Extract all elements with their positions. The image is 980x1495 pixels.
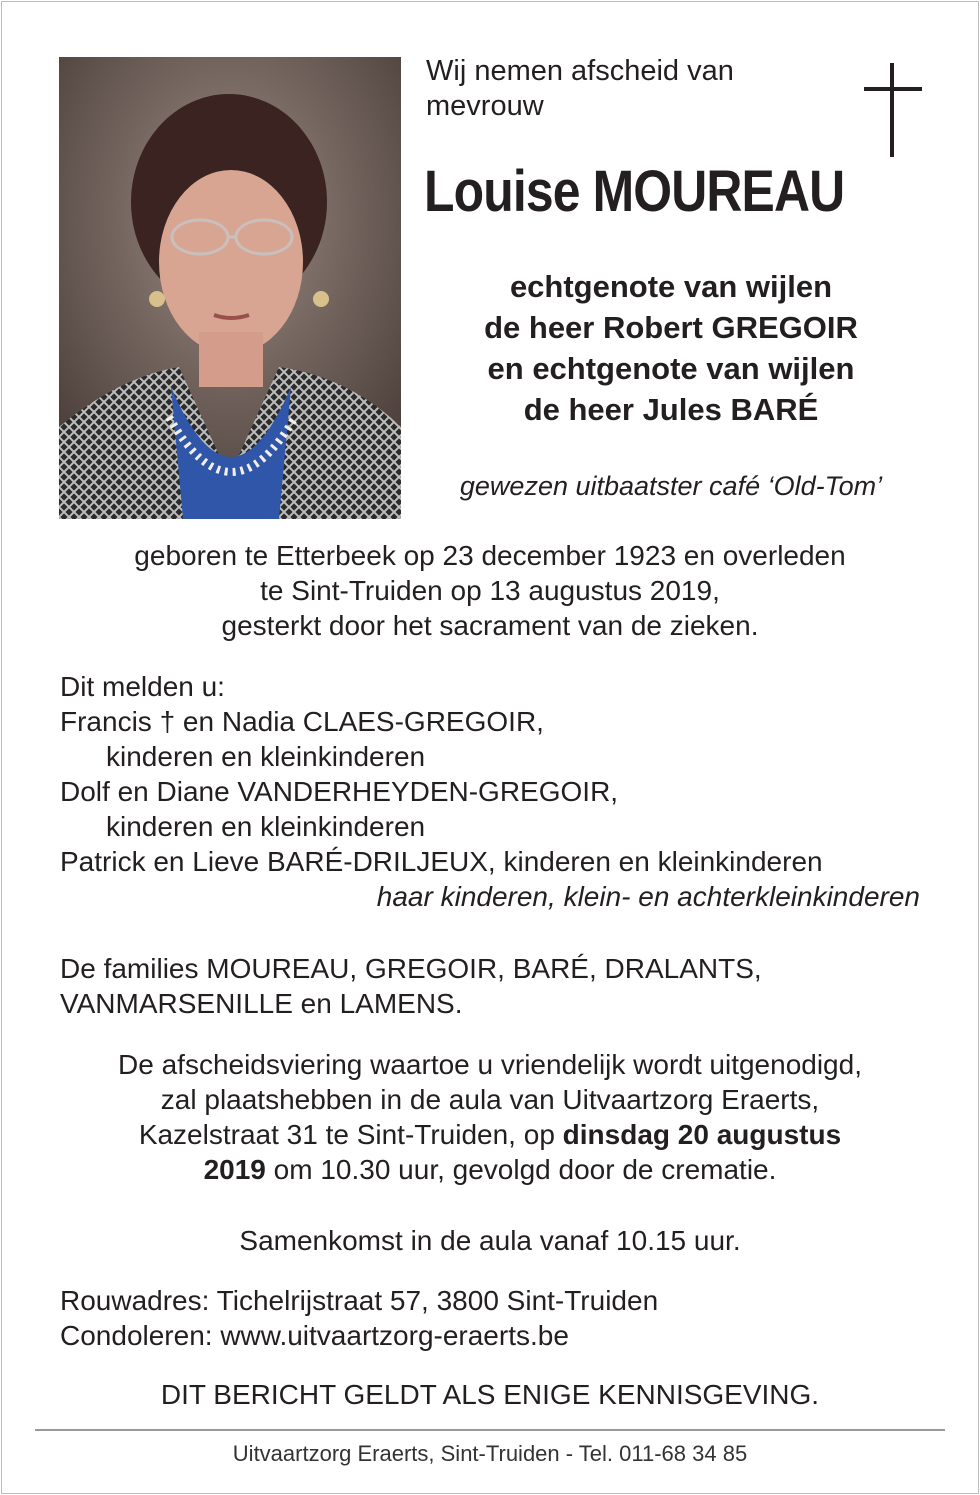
announcement-heading: Dit melden u:	[60, 671, 225, 702]
gathering-text: Samenkomst in de aula vanaf 10.15 uur.	[239, 1225, 741, 1256]
ceremony-date: dinsdag 20 augustus	[562, 1119, 842, 1150]
birth-death-line: gesterkt door het sacrament van de zieken.	[221, 610, 759, 641]
ceremony-line	[60, 1152, 920, 1187]
spouse-line: en echtgenote van wijlen	[487, 351, 855, 386]
cross-icon	[864, 63, 922, 157]
spouse-line: de heer Robert GREGOIR	[484, 310, 858, 345]
announcement-line: Francis † en Nadia CLAES-GREGOIR,	[60, 706, 544, 737]
mourning-address: Rouwadres: Tichelrijstraat 57, 3800 Sint-Truiden	[60, 1285, 659, 1316]
birth-death-block	[60, 538, 920, 643]
ceremony-line: zal plaatshebben in de aula van Uitvaartzorg Eraerts,	[160, 1084, 820, 1115]
spouse-block	[426, 266, 916, 430]
announcement-closing: haar kinderen, klein- en achterkleinkinderen	[376, 881, 920, 912]
portrait-photo	[59, 57, 401, 519]
families-block	[60, 951, 920, 1021]
announcement-line: Patrick en Lieve BARÉ-DRILJEUX, kinderen en kleinkinderen	[60, 846, 823, 877]
ceremony-block	[60, 1047, 920, 1187]
ceremony-year: 2019	[203, 1154, 266, 1185]
spouse-line: echtgenote van wijlen	[509, 269, 833, 304]
announcement-line: kinderen en kleinkinderen	[106, 811, 426, 842]
ceremony-location: Kazelstraat 31 te Sint-Truiden, op	[138, 1119, 563, 1150]
birth-death-line: geboren te Etterbeek op 23 december 1923 en overleden	[134, 540, 846, 571]
birth-death-line: te Sint-Truiden op 13 augustus 2019,	[260, 575, 720, 606]
contact-block	[60, 1283, 920, 1353]
intro-line: Wij nemen afscheid van	[426, 55, 734, 87]
announcement-line: Dolf en Diane VANDERHEYDEN-GREGOIR,	[60, 776, 619, 807]
spouse-line: de heer Jules BARÉ	[523, 392, 819, 427]
announcement-line: kinderen en kleinkinderen	[106, 741, 426, 772]
intro-line: mevrouw	[426, 90, 544, 122]
deceased-name: Louise MOUREAU	[424, 159, 845, 224]
announcement-block	[60, 669, 920, 914]
ceremony-line: De afscheidsviering waartoe u vriendelijk wordt uitgenodigd,	[118, 1049, 862, 1080]
condolence-website: Condoleren: www.uitvaartzorg-eraerts.be	[60, 1320, 569, 1351]
footer-divider	[35, 1429, 945, 1431]
occupation: gewezen uitbaatster café ‘Old-Tom’	[459, 471, 883, 501]
official-notice: DIT BERICHT GELDT ALS ENIGE KENNISGEVING.	[160, 1379, 820, 1410]
intro-text	[426, 54, 846, 124]
families-line: De families MOUREAU, GREGOIR, BARÉ, DRALANTS,	[60, 953, 762, 984]
ceremony-line	[60, 1117, 920, 1152]
ceremony-time: om 10.30 uur, gevolgd door de crematie.	[265, 1154, 777, 1185]
families-line: VANMARSENILLE en LAMENS.	[60, 988, 463, 1019]
funeral-home-footer: Uitvaartzorg Eraerts, Sint-Truiden - Tel. 011-68 34 85	[232, 1441, 748, 1466]
